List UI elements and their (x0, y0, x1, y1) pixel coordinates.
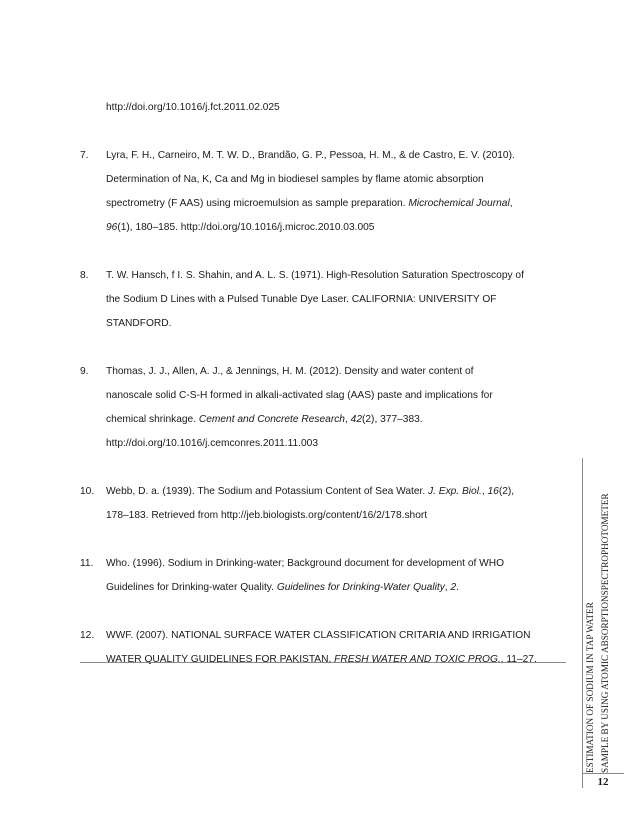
reference-line (106, 288, 570, 312)
reference-text: , (444, 582, 451, 593)
reference-text: . (456, 582, 459, 593)
reference-line (106, 624, 570, 648)
reference-text: , 11–27. (500, 654, 537, 665)
reference-italic-text: 96 (106, 222, 118, 233)
reference-text: nanoscale solid C-S-H formed in alkali-activated slag (AAS) paste and implications for (106, 390, 493, 401)
reference-text: STANDFORD. (106, 318, 172, 329)
reference-text: T. W. Hansch, f I. S. Shahin, and A. L. S. (1971). High-Resolution Saturation Spectroscopy of (106, 270, 524, 281)
running-title (583, 458, 623, 773)
reference-text: WWF. (2007). NATIONAL SURFACE WATER CLASSIFICATION CRITARIA AND IRRIGATION (106, 630, 531, 641)
reference-line (106, 408, 570, 432)
reference-text: (1), 180–185. http://doi.org/10.1016/j.microc.2010.03.005 (117, 222, 375, 233)
reference-number: 8. (80, 270, 89, 281)
reference-text: , (481, 486, 488, 497)
reference-entry (80, 360, 570, 456)
reference-line (106, 312, 570, 336)
running-title-line-2: SAMPLE BY USING ATOMIC ABSORPTIONSPECTROPHOTOMETER (600, 493, 610, 773)
reference-number: 7. (80, 150, 89, 161)
reference-italic-text: J. Exp. Biol. (428, 486, 482, 497)
reference-text: Determination of Na, K, Ca and Mg in biodiesel samples by flame atomic absorption (106, 174, 484, 185)
page-number-border (582, 773, 624, 774)
reference-text: , (509, 198, 513, 209)
page-number: 12 (597, 776, 609, 788)
reference-italic-text: Microchemical Journal (408, 198, 510, 209)
reference-text: Lyra, F. H., Carneiro, M. T. W. D., Brandão, G. P., Pessoa, H. M., & de Castro, E. V. (2010). (106, 150, 515, 161)
reference-text: WATER QUALITY GUIDELINES FOR PAKISTAN. (106, 654, 335, 665)
reference-entry (80, 624, 570, 672)
reference-text: Guidelines for Drinking-water Quality. (106, 582, 277, 593)
reference-line (106, 360, 570, 384)
reference-line (106, 144, 570, 168)
reference-text: Who. (1996). Sodium in Drinking-water; Background document for development of WHO (106, 558, 505, 569)
reference-text: http://doi.org/10.1016/j.cemconres.2011.11.003 (106, 438, 319, 449)
reference-line (106, 504, 570, 528)
reference-number: 9. (80, 366, 89, 377)
reference-text: (2), (498, 486, 515, 497)
reference-line (106, 264, 570, 288)
reference-text: the Sodium D Lines with a Pulsed Tunable Dye Laser. CALIFORNIA: UNIVERSITY OF (106, 294, 497, 305)
reference-entry (80, 480, 570, 528)
reference-text: Thomas, J. J., Allen, A. J., & Jennings, H. M. (2012). Density and water content of (106, 366, 474, 377)
reference-text: , (344, 414, 351, 425)
reference-list (80, 96, 570, 696)
reference-text: (2), 377–383. (362, 414, 423, 425)
reference-italic-text: Guidelines for Drinking-Water Quality (276, 582, 445, 593)
reference-text: Webb, D. a. (1939). The Sodium and Potassium Content of Sea Water. (106, 486, 429, 497)
reference-text: http://doi.org/10.1016/j.fct.2011.02.025 (106, 102, 280, 113)
reference-text: spectrometry (F AAS) using microemulsion as sample preparation. (106, 198, 409, 209)
running-title-line-1: ESTIMATION OF SODIUM IN TAP WATER (585, 602, 595, 773)
reference-italic-text: 16 (487, 486, 499, 497)
reference-line (106, 552, 570, 576)
horizontal-rule (80, 662, 566, 663)
reference-entry (80, 96, 570, 120)
reference-line (106, 384, 570, 408)
reference-number: 10. (80, 486, 95, 497)
reference-entry (80, 264, 570, 336)
reference-line (106, 168, 570, 192)
reference-entry (80, 552, 570, 600)
reference-line (106, 576, 570, 600)
reference-line (106, 192, 570, 216)
reference-line (106, 432, 570, 456)
reference-line (106, 648, 570, 672)
reference-number: 11. (80, 558, 94, 569)
reference-line (106, 216, 570, 240)
reference-italic-text: Cement and Concrete Research (198, 414, 345, 425)
reference-line (106, 480, 570, 504)
reference-italic-text: FRESH WATER AND TOXIC PROG. (334, 654, 501, 665)
reference-entry (80, 144, 570, 240)
reference-number: 12. (80, 630, 95, 641)
reference-italic-text: 2 (450, 582, 457, 593)
reference-line (106, 96, 570, 120)
reference-text: 178–183. Retrieved from http://jeb.biologists.org/content/16/2/178.short (106, 510, 428, 521)
reference-text: chemical shrinkage. (106, 414, 199, 425)
reference-italic-text: 42 (350, 414, 362, 425)
